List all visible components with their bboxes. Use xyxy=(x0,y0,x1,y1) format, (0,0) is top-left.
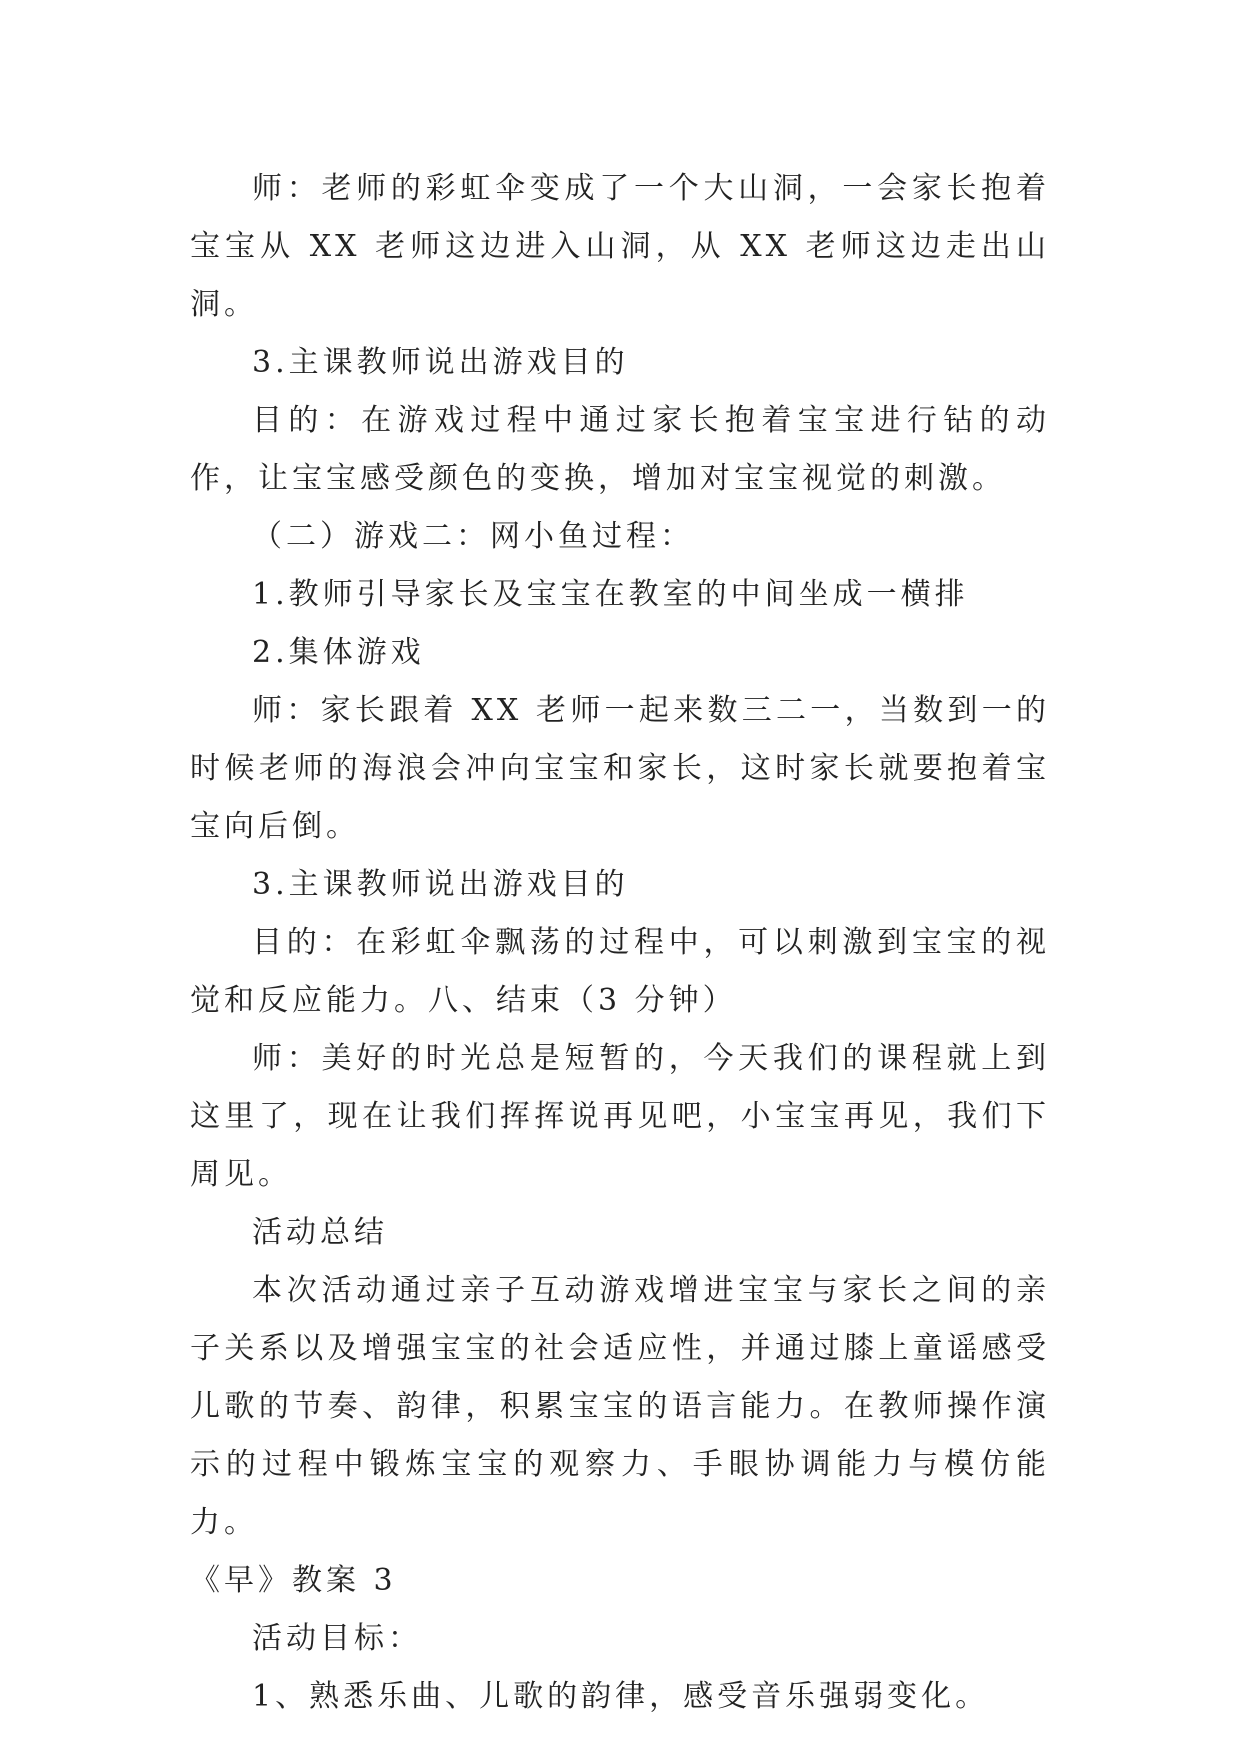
paragraph-game-two-heading: （二）游戏二：网小鱼过程： xyxy=(252,519,694,554)
paragraph-objectives-heading: 活动目标： xyxy=(252,1621,422,1656)
paragraph-objective-1: 1、熟悉乐曲、儿歌的韵律，感受音乐强弱变化。 xyxy=(252,1679,990,1714)
paragraph-purpose-1: 目的：在游戏过程中通过家长抱着宝宝进行钻的动作，让宝宝感受颜色的变换，增加对宝宝视觉的刺激。 xyxy=(190,403,1050,496)
paragraph-teacher-cave: 师：老师的彩虹伞变成了一个大山洞，一会家长抱着宝宝从 XX 老师这边进入山洞，从 XX 老师这边走出山洞。 xyxy=(190,171,1050,322)
paragraph-teacher-goodbye: 师：美好的时光总是短暂的，今天我们的课程就上到这里了，现在让我们挥挥说再见吧，小宝宝再见，我们下周见。 xyxy=(190,1041,1050,1192)
paragraph-teacher-count: 师：家长跟着 XX 老师一起来数三二一，当数到一的时候老师的海浪会冲向宝宝和家长，这时家长就要抱着宝宝向后倒。 xyxy=(190,693,1050,844)
paragraph-summary-body: 本次活动通过亲子互动游戏增进宝宝与家长之间的亲子关系以及增强宝宝的社会适应性，并通过膝上童谣感受儿歌的节奏、韵律，积累宝宝的语言能力。在教师操作演示的过程中锻炼宝宝的观察力、手眼协调能力与模仿能力。 xyxy=(190,1273,1050,1540)
paragraph-game-purpose-heading-2: 3.主课教师说出游戏目的 xyxy=(252,867,629,902)
document-body xyxy=(190,160,1050,1726)
paragraph-step-2: 2.集体游戏 xyxy=(252,635,425,670)
section-title-lesson-3: 《早》教案 3 xyxy=(190,1563,397,1598)
paragraph-purpose-2: 目的：在彩虹伞飘荡的过程中，可以刺激到宝宝的视觉和反应能力。八、结束（3 分钟） xyxy=(190,925,1050,1018)
paragraph-step-1: 1.教师引导家长及宝宝在教室的中间坐成一横排 xyxy=(252,577,969,612)
paragraph-game-purpose-heading-1: 3.主课教师说出游戏目的 xyxy=(252,345,629,380)
paragraph-summary-heading: 活动总结 xyxy=(252,1215,388,1250)
